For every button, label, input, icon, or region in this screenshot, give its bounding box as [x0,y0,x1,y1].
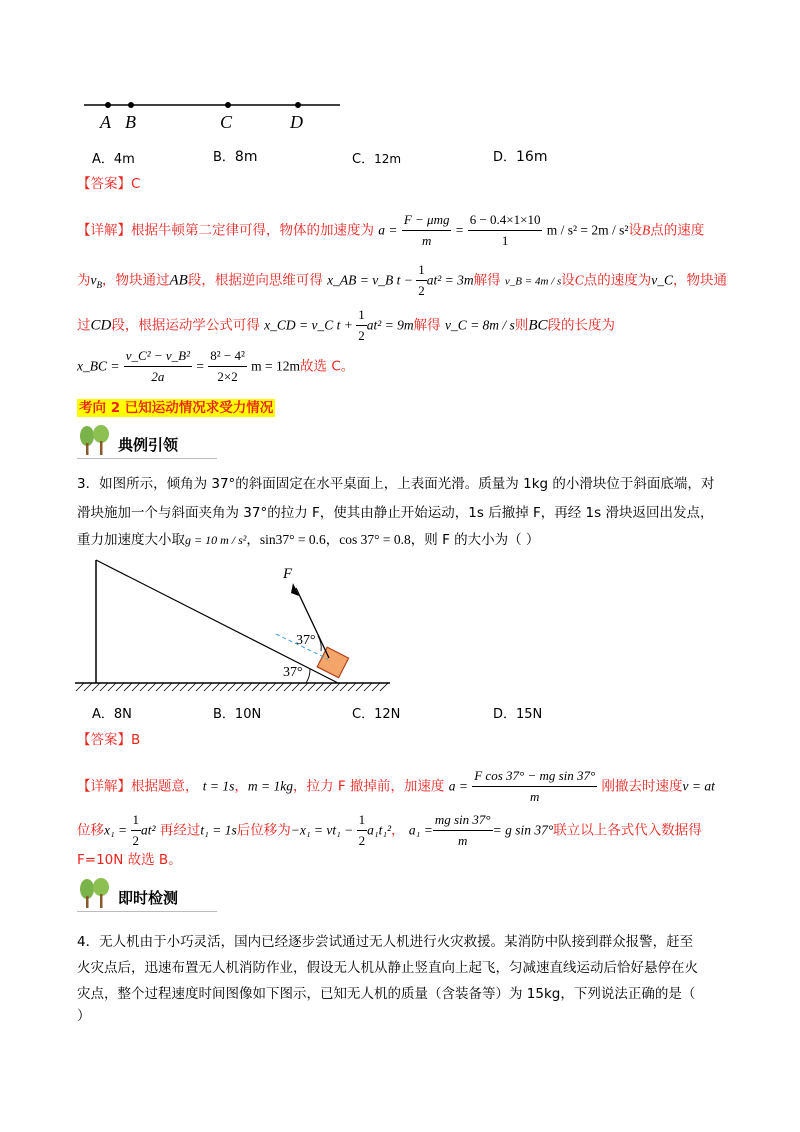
q4-line2: 火灾点后，迅速布置无人机消防作业，假设无人机从静止竖直向上起飞，匀减速直线运动后恰好悬停在火 [77,960,698,976]
q3-option-d: D．15N [493,707,543,722]
q2-detail-line2: 为$v_B$，物块通过AB段，根据逆向思维可得 x_AB = v_B t − $\frac{1}{2}$ at² = 3m解得 v_B = 4m / s设C点的速度为v_C，物块通 [77,262,727,298]
q2-option-a: A．4m [92,152,135,167]
q3-answer: 【答案】B [77,732,141,748]
banner-instant-check: 即时检测 [118,889,179,907]
q3-detail-line3: F=10N 故选 B。 [77,852,182,868]
q3-option-c: C．12N [352,707,401,722]
q2-detail-line1: 【详解】根据牛顿第二定律可得，物体的加速度为 a = $\frac{\text{F − μmg}}{m}$ = $\frac{6 - 0.4\times 1\times 10}{1}$ m / s² = 2m / s²设B点的速度 [77,212,705,248]
q3-option-a: A．8N [92,707,132,722]
q4-line4: ） [77,1008,91,1024]
q3-line1: 3．如图所示，倾角为 37°的斜面固定在水平桌面上，上表面光滑。质量为 1kg 的小滑块位于斜面底端，对 [77,476,715,492]
incline-figure [70,556,400,696]
q4-line1: 4．无人机由于小巧灵活，国内已经逐步尝试通过无人机进行火灾救援。某消防中队接到群众报警，赶至 [77,934,694,950]
tree-icon [77,425,117,457]
banner-underline [77,911,217,912]
line-segment-diagram [80,95,350,135]
q2-detail-line3: 过CD段，根据运动学公式可得 x_CD = v_C t + $\frac{1}{2}$ at² = 9m解得 v_C = 8m / s则BC段的长度为 [77,307,615,343]
q3-option-b: B．10N [213,707,262,722]
point-label-b: B [125,112,136,132]
point-label-a: A [100,112,111,132]
angle-label-top: 37° [296,633,316,648]
point-label-c: C [220,112,233,132]
q3-detail-line1: 【详解】根据题意， t = 1s，m = 1kg，拉力 F 撤掉前，加速度 a = $\frac{\text{F cos 37° − mg sin 37°}}{m}$ 刚撤去时速度v = at [77,768,715,804]
q2-option-d: D．16m [493,149,548,165]
banner-typical-examples: 典例引领 [118,436,179,454]
angle-label-bottom: 37° [283,665,303,680]
force-label-f: F [283,566,293,582]
q3-line3: 重力加速度大小取g = 10 m / s²，sin37° = 0.6，cos 37° = 0.8，则 F 的大小为（ ） [77,532,540,548]
q2-option-c: C．12m [352,152,402,167]
q3-line2: 滑块施加一个与斜面夹角为 37°的拉力 F，使其由静止开始运动，1s 后撤掉 F，再经 1s 滑块返回出发点， [77,505,714,521]
tree-icon [77,878,117,910]
banner-underline [77,458,217,459]
q2-option-b: B．8m [213,149,258,165]
q2-detail-line4: x_BC = $\frac{\text{v\_C² − v\_B²}}{2a}$ = $\frac{\text{8² − 4²}}{2\times 2}$ m = 12m故选 C。 [77,348,355,384]
point-label-d: D [290,112,303,132]
q2-answer: 【答案】C [77,176,141,192]
q3-detail-line2: 位移x₁ = $\frac{1}{2}$ at² 再经过t₁ = 1s后位移为−x₁ = vt₁ − $\frac{1}{2}$ a₁t₁²， a₁ = $\frac{\text{mg sin 37°}}{m}$ = g sin 37°联立以上各式代入数据得 [77,812,702,848]
section-heading: 考向 2 已知运动情况求受力情况 [79,400,274,416]
q4-line3: 灾点，整个过程速度时间图像如下图示，已知无人机的质量（含装备等）为 15kg，下列说法正确的是（ [77,986,696,1002]
